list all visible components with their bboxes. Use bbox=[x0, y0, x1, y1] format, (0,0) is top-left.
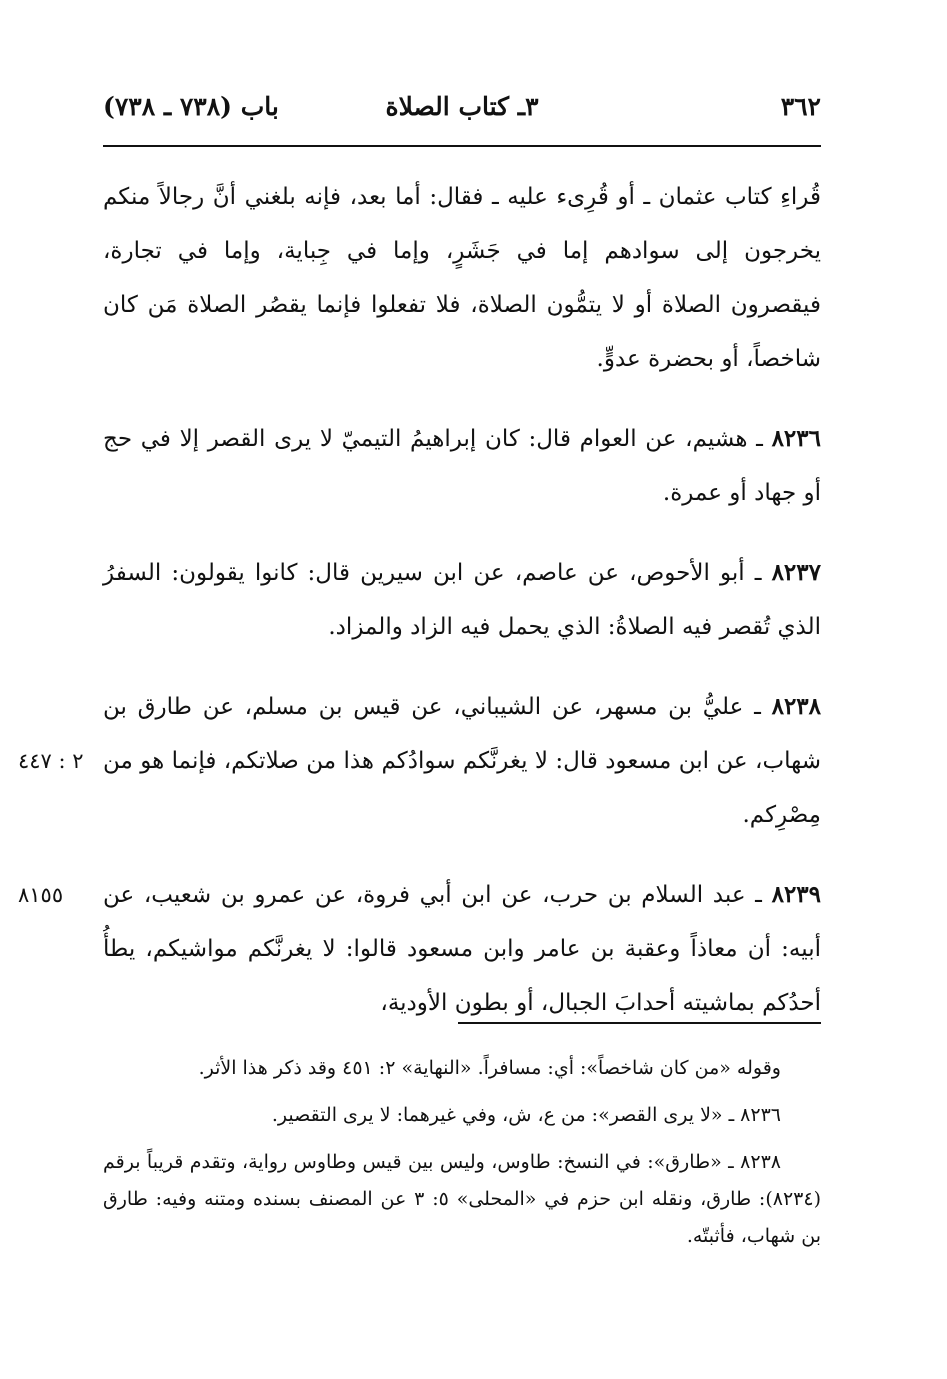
hadith-8236 bbox=[103, 412, 821, 520]
main-text bbox=[18, 170, 822, 1056]
paragraph-continuation bbox=[103, 170, 821, 386]
paragraph-text: ـ عبد السلام بن حرب، عن ابن أبي فروة، عن عمرو بن شعيب، عن أبيه: أن معاذاً وعقبة بن عامر وابن مسعود قالوا: لا يغرنَّكم مواشيكم، يطأُ أحدُكم بماشيته أحدابَ الجبال، أو بطون الأودية، bbox=[103, 882, 821, 1016]
running-header bbox=[103, 92, 821, 132]
chapter-heading: باب (٧٣٨ ـ ٧٣٨) bbox=[103, 92, 279, 121]
hadith-8239 bbox=[18, 868, 822, 1030]
hadith-8237 bbox=[103, 546, 821, 654]
hadith-number: ٨٢٣٩ bbox=[771, 881, 822, 908]
page-number: ٣٦٢ bbox=[780, 92, 821, 121]
footnote: وقوله «من كان شاخصاً»: أي: مسافراً. «النهاية» ٢: ٤٥١ وقد ذكر هذا الأثر. bbox=[198, 1057, 781, 1079]
footnotes bbox=[103, 1050, 821, 1265]
hadith-number: ٨٢٣٧ bbox=[771, 559, 821, 586]
margin-cross-reference: ٢ : ٤٤٧ bbox=[18, 749, 84, 773]
hadith-number: ٨٢٣٨ bbox=[771, 693, 822, 720]
book-title: ٣ـ كتاب الصلاة bbox=[385, 92, 539, 121]
hadith-8238 bbox=[18, 680, 822, 842]
paragraph-text: ـ أبو الأحوص، عن عاصم، عن ابن سيرين قال: كانوا يقولون: السفرُ الذي تُقصر فيه الصلاةُ: الذي يحمل فيه الزاد والمزاد. bbox=[103, 560, 821, 640]
paragraph-text: ـ هشيم، عن العوام قال: كان إبراهيمُ التيميّ لا يرى القصر إلا في حج أو جهاد أو عمرة. bbox=[103, 426, 821, 506]
footnote: ٨٢٣٨ ـ «طارق»: في النسخ: طاوس، وليس بين قيس وطاوس رواية، وتقدم قريباً برقم (٨٢٣٤): طارق، ونقله ابن حزم في «المحلى» ٥: ٣ عن المصنف بسنده ومتنه وفيه: طارق بن شهاب، فأثبتّه. bbox=[103, 1151, 821, 1247]
paragraph-text: قُراءِ كتاب عثمان ـ أو قُرِىء عليه ـ فقال: أما بعد، فإنه بلغني أنَّ رجالاً منكم يخرجون إلى سوادهم إما في جَشَرٍ، وإما في جِباية، وإما في تجارة، فيقصرون الصلاة أو لا يتمُّون الصلاة، فلا تفعلوا فإنما يقصُر الصلاة مَن كان شاخصاً، أو بحضرة عدوٍّ. bbox=[103, 184, 821, 372]
footnote-divider bbox=[458, 1022, 821, 1024]
footnote: ٨٢٣٦ ـ «لا يرى القصر»: من ع، ش، وفي غيرهما: لا يرى التقصير. bbox=[271, 1104, 781, 1126]
margin-cross-reference: ٨١٥٥ bbox=[18, 883, 64, 907]
header-divider bbox=[103, 145, 821, 147]
paragraph-text: ـ عليُّ بن مسهر، عن الشيباني، عن قيس بن مسلم، عن طارق بن شهاب، عن ابن مسعود قال: لا يغرنَّكم سوادُكم هذا من صلاتكم، فإنما هو من مِصْرِكم. bbox=[103, 694, 821, 828]
hadith-number: ٨٢٣٦ bbox=[771, 425, 821, 452]
